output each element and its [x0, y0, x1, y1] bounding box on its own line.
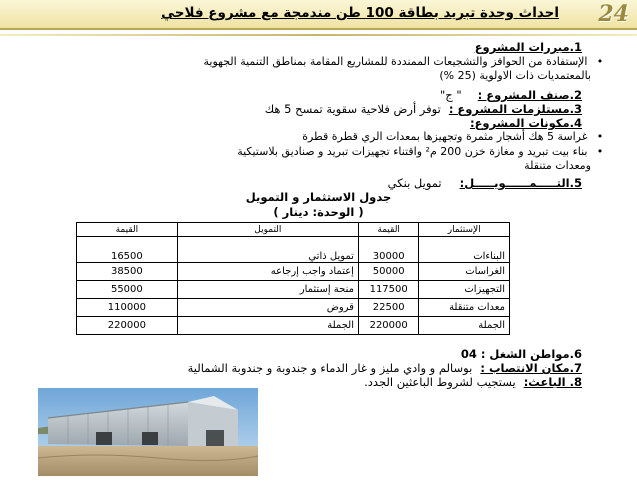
table-cell: 220000: [77, 317, 178, 335]
table-header-cell: الإستثمار: [419, 223, 510, 237]
table-cell: 22500: [358, 299, 418, 317]
table-header-row: [77, 223, 510, 237]
page-title: احداث وحدة تبريد بطاقة 100 طن مندمجة مع مشروع فلاحي: [161, 5, 559, 21]
section-1-bullet: • الإستفادة من الحوافز والتشجيعات الممنددة للمشاريع المقامة بمناطق التنمية الجهوية: [203, 55, 609, 68]
table-header-cell: القيمة: [77, 223, 178, 237]
section-8: 8. الباعث: يستجيب لشروط الباعثين الجدد.: [364, 375, 582, 389]
table-cell: 220000: [358, 317, 418, 335]
section-2: 2.صنف المشروع : " ج": [439, 88, 582, 102]
table-cell: 30000: [358, 237, 418, 263]
warehouse-illustration: [38, 388, 258, 476]
section-4-bullet-2: • بناء بيت تبريد و مغازة خزن 200 م² واقتناء تجهيزات تبريد و صناديق بلاستيكية: [237, 145, 609, 158]
table-cell: 110000: [77, 299, 178, 317]
section-3: 3.مستلزمات المشروع : توفر أرض فلاحية سقوية تمسح 5 هك: [264, 102, 582, 116]
table-cell: الجملة: [177, 317, 358, 335]
table-cell: إعتماد واجب إرجاعه: [177, 263, 358, 281]
section-4-bullet-2-continued: ومعدات متنقلة: [524, 159, 591, 172]
table-cell: الجملة: [419, 317, 510, 335]
table-title: جدول الاستثمار و التمويل: [245, 190, 392, 204]
table-cell: منحة إستثمار: [177, 281, 358, 299]
table-header-cell: التمويل: [177, 223, 358, 237]
table-row: [77, 263, 510, 281]
investment-table: [76, 222, 510, 335]
section-5: 5.التـــــمــــــويـــــل: تمويل بنكي: [387, 176, 582, 190]
table-cell: 117500: [358, 281, 418, 299]
table-unit: ( الوحدة: دينار ): [273, 205, 364, 219]
section-7: 7.مكان الانتصاب : بوسالم و وادي مليز و غار الدماء و جندوبة و جندوبة الشمالية: [187, 361, 582, 375]
table-cell: 55000: [77, 281, 178, 299]
table-cell: 50000: [358, 263, 418, 281]
table-cell: الغراسات: [419, 263, 510, 281]
table-cell: التجهيزات: [419, 281, 510, 299]
table-cell: 38500: [77, 263, 178, 281]
table-row: [77, 237, 510, 263]
section-6: 6.مواطن الشغل : 04: [460, 347, 582, 361]
table-cell: قروض: [177, 299, 358, 317]
section-1-bullet-continued: بالمعتمديات ذات الاولوية (25 %): [439, 69, 591, 82]
table-row: [77, 281, 510, 299]
section-1-title: 1.مبررات المشروع: [474, 40, 582, 54]
section-4-title: 4.مكونات المشروع:: [469, 116, 582, 130]
table-header-cell: القيمة: [358, 223, 418, 237]
table-cell: تمويل ذاتي: [177, 237, 358, 263]
section-4-bullet-1: • غراسة 5 هك أشجار مثمرة وتجهيزها بمعدات الري قطرة قطرة: [302, 130, 609, 143]
table-cell: 16500: [77, 237, 178, 263]
warehouse-photo: [38, 388, 258, 476]
table-cell: معدات متنقلة: [419, 299, 510, 317]
table-row: [77, 299, 510, 317]
table-cell: البناءات: [419, 237, 510, 263]
header-banner: [0, 0, 637, 30]
table-total-row: [77, 317, 510, 335]
header-divider: [0, 34, 637, 36]
page-number: 24: [598, 1, 629, 27]
